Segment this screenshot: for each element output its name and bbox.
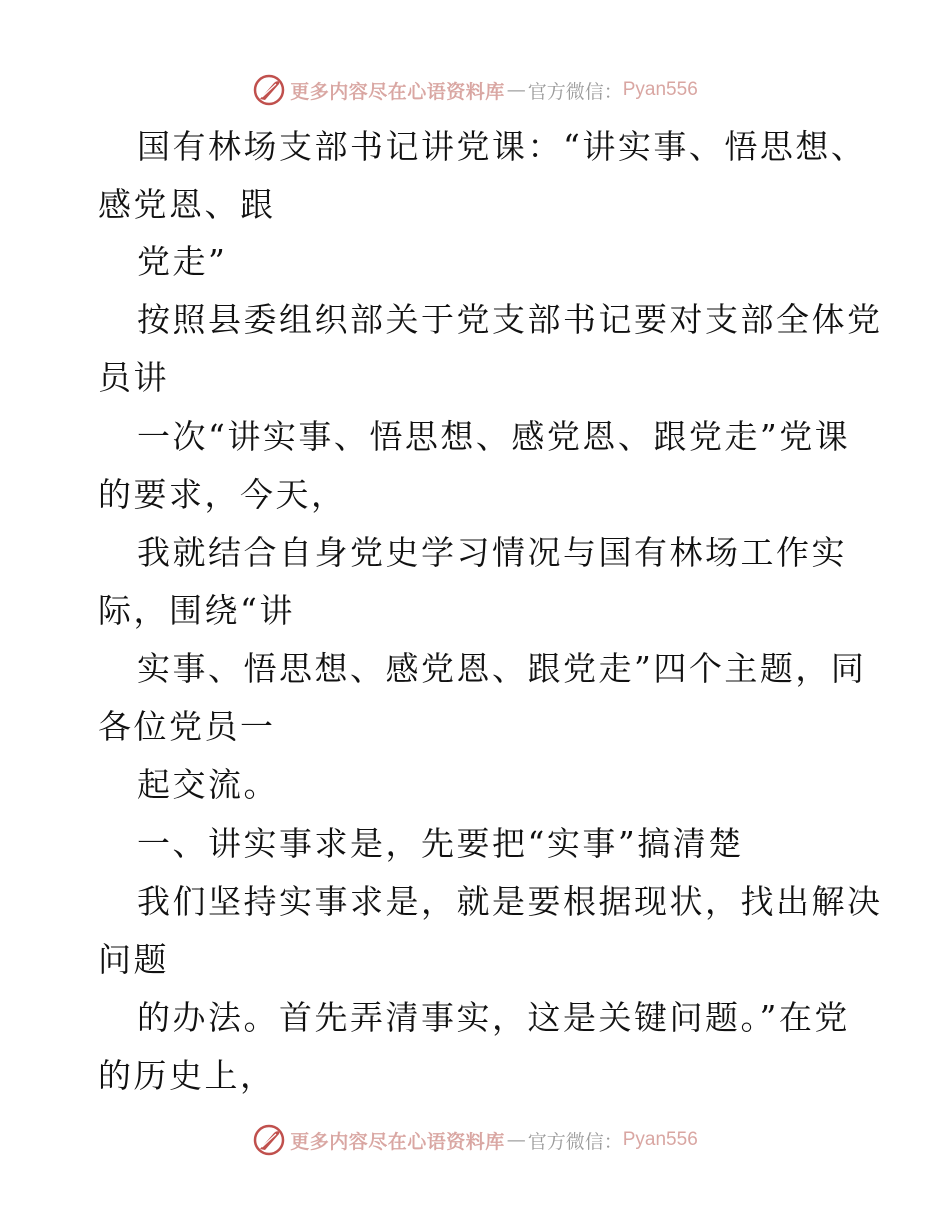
watermark-banner-bottom <box>0 1120 950 1160</box>
paragraph-line: 各位党员一 <box>98 707 276 746</box>
paragraph-line: 际，围绕“讲 <box>98 591 295 630</box>
paragraph-line: 按照县委组织部关于党支部书记要对支部全体党 <box>137 300 883 339</box>
watermark-main-text: 更多内容尽在心语资料库 <box>290 1130 505 1153</box>
watermark-main-text: 更多内容尽在心语资料库 <box>290 80 505 103</box>
section-heading: 一、讲实事求是，先要把“实事”搞清楚 <box>137 824 744 863</box>
paragraph-line: 的要求，今天， <box>98 475 347 514</box>
document-title-line-3: 党走” <box>137 242 228 281</box>
watermark-banner-top <box>0 70 950 110</box>
paragraph-line: 我们坚持实事求是，就是要根据现状，找出解决 <box>137 882 883 921</box>
watermark-account: Pyan556 <box>622 79 698 100</box>
watermark-separator: — <box>506 79 526 101</box>
paragraph-line: 的办法。首先弄清事实，这是关键问题。”在党 <box>137 998 850 1037</box>
paragraph-line: 员讲 <box>98 358 169 397</box>
watermark-sub-text: 官方微信： <box>527 1130 623 1153</box>
paragraph-line: 一次“讲实事、悟思想、感党恩、跟党走”党课 <box>137 417 851 456</box>
paragraph-line: 我就结合自身党史学习情况与国有林场工作实 <box>137 533 847 572</box>
watermark-separator: — <box>506 1129 526 1151</box>
paragraph-line: 的历史上， <box>98 1056 276 1095</box>
document-title-line-1: 国有林场支部书记讲党课：“讲实事、悟思想、 <box>137 127 867 166</box>
paragraph-line: 起交流。 <box>137 765 279 804</box>
paragraph-line: 问题 <box>98 940 169 979</box>
feather-pen-logo-icon <box>252 73 286 107</box>
feather-pen-logo-icon <box>252 1123 286 1157</box>
watermark-account: Pyan556 <box>622 1129 698 1150</box>
paragraph-line: 实事、悟思想、感党恩、跟党走”四个主题，同 <box>137 649 867 688</box>
watermark-sub-text: 官方微信： <box>527 80 623 103</box>
document-title-line-2: 感党恩、跟 <box>98 185 276 224</box>
